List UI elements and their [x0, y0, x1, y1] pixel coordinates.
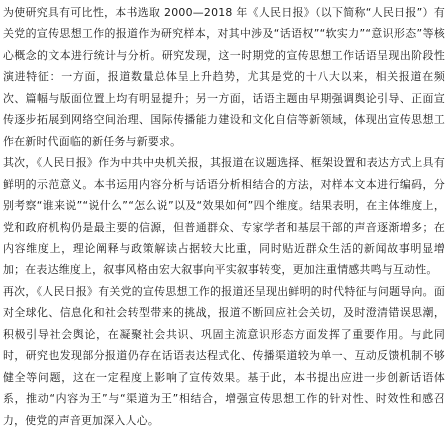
body-paragraph-3: 再次，《人民日报》有关党的宣传思想工作的报道还呈现出鲜明的时代特征与问题导向。面对全球化、信息化和社会转型带来的挑战，报道不断回应社会关切，及时澄清错误思潮，积极引导社会舆论，在凝聚社会共识、巩固主流意识形态方面发挥了重要作用。与此同时，研究也发现部分报道仍存在话语表达程式化、传播渠道较为单一、互动反馈机制不够健全等问题，这在一定程度上影响了宣传效果。基于此，本书提出应进一步创新话语体系，推动“内容为王”与“渠道为王”相结合，增强宣传思想工作的针对性、时效性和感召力，使党的声音更加深入人心。: [3, 284, 445, 427]
body-paragraph-1: 为使研究具有可比性，本书选取 2000—2018 年《人民日报》（以下简称“人民日报”）有关党的宣传思想工作的报道作为研究样本，对其中涉及“话语权”“软实力”“意识形态”等核心概念的文本进行统计与分析。研究发现，这一时期党的宣传思想工作话语呈现出阶段性演进特征：一方面，报道数量总体呈上升趋势，尤其是党的十八大以来，相关报道在频次、篇幅与版面位置上均有明显提升；另一方面，话语主题由早期强调舆论引导、正面宣传逐步拓展到网络空间治理、国际传播能力建设和文化自信等新领域，体现出宣传思想工作在新时代面临的新任务与新要求。: [3, 6, 445, 148]
body-paragraph-2: 其次，《人民日报》作为中共中央机关报，其报道在议题选择、框架设置和表达方式上具有鲜明的示范意义。本书运用内容分析与话语分析相结合的方法，对样本文本进行编码，分别考察“谁来说”“说什么”“怎么说”以及“效果如何”四个维度。结果表明，在主体维度上，党和政府机构仍是最主要的信源，但普通群众、专家学者和基层干部的声音逐渐增多；在内容维度上，理论阐释与政策解读占据较大比重，同时贴近群众生活的新闻故事明显增加；在表达维度上，叙事风格由宏大叙事向平实叙事转变，更加注重情感共鸣与互动性。: [3, 156, 445, 277]
